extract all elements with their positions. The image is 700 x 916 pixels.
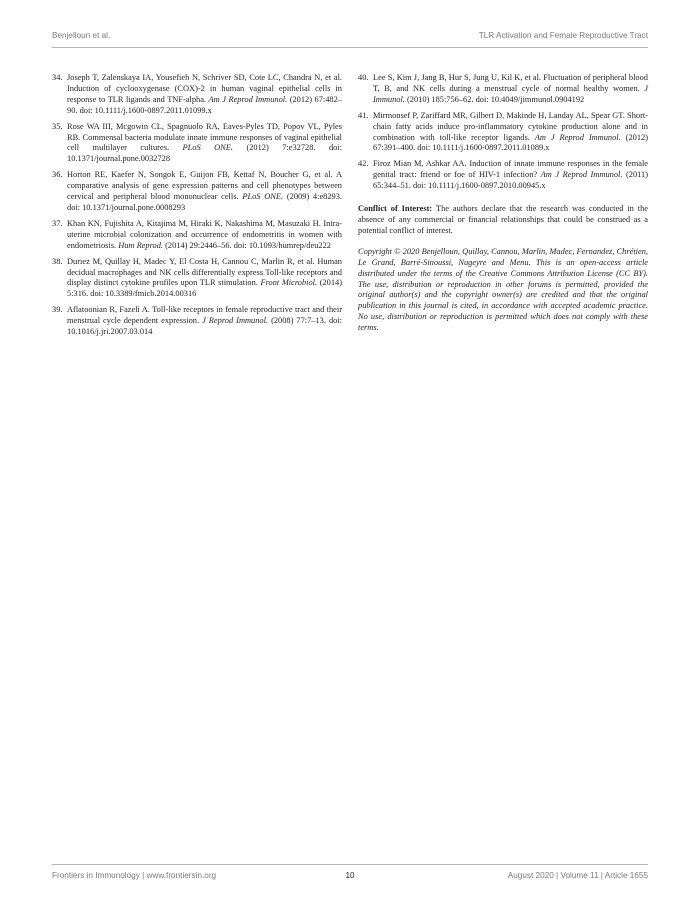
reference-number: 37. xyxy=(52,218,63,228)
reference-journal: J Reprod Immunol. xyxy=(202,316,269,326)
left-column xyxy=(52,73,342,343)
reference-text: Khan KN, Fujishita A, Kitajima M, Hiraki K, Nakashima M, Masuzaki H. Intra-uterine microbial colonization and occurrence of endometritis in women with endometriosis. xyxy=(67,218,342,250)
reference-number: 35. xyxy=(52,121,63,131)
header-authors: Benjelloun et al. xyxy=(52,31,111,40)
reference-citation: (2012) 7:e32728. doi: 10.1371/journal.pone.0032728 xyxy=(67,143,343,164)
reference-text: Lee S, Kim J, Jang B, Hur S, Jung U, Kil K, et al. Fluctuation of peripheral blood T, B, and NK cells during a menstrual cycle of normal healthy women. xyxy=(373,73,648,93)
reference-citation: (2008) 77:7–13. doi: 10.1016/j.jri.2007.03.014 xyxy=(67,316,342,337)
header-divider xyxy=(52,47,648,48)
reference-text: Rose WA III, Mcgowin CL, Spagnuolo RA, Eaves-Pyles TD, Popov VL, Pyles RB. Commensal bacteria modulate innate immune responses of vaginal epithelial cell multilayer cultures. xyxy=(67,121,342,153)
reference-number: 39. xyxy=(52,305,63,315)
reference-citation: (2009) 4:e8293. doi: 10.1371/journal.pone.0008293 xyxy=(67,192,343,212)
header-title: TLR Activation and Female Reproductive Tract xyxy=(478,31,648,40)
right-column xyxy=(358,73,648,342)
reference-citation: (2010) 185:756–62. doi: 10.4049/jimmunol.0904192 xyxy=(406,94,585,104)
reference-journal: Am J Reprod Immunol. xyxy=(540,170,623,180)
reference-text: Joseph T, Zalenskaya IA, Yousefieh N, Schriver SD, Cote LC, Chandra N, et al. Induction of cyclooxygenase (COX)-2 in human vaginal epithelial cells in response to TLR ligands and TNF-alpha. xyxy=(67,73,342,104)
reference-number: 34. xyxy=(52,73,63,82)
conflict-of-interest xyxy=(358,204,648,237)
reference-text: Horton RE, Kaefer N, Songok E, Guijon FB, Kettaf N, Boucher G, et al. A comparative analysis of gene expression patterns and cell phenotypes between cervical and peripheral blood mononuclear cells. xyxy=(67,170,342,202)
reference-item xyxy=(52,73,342,117)
footer-journal: Frontiers in Immunology | www.frontiersin.org xyxy=(52,871,217,880)
page-footer xyxy=(52,871,648,880)
reference-journal: J Immunol. xyxy=(373,83,648,104)
footer-issue: August 2020 | Volume 11 | Article 1655 xyxy=(507,871,648,880)
reference-item xyxy=(358,73,648,106)
reference-item xyxy=(52,170,342,214)
copyright-statement: Copyright © 2020 Benjelloun, Quillay, Cannou, Marlin, Madec, Fernandez, Chrétien, Le Grand, Barré-Sinoussi, Nugeyre and Menu. This is an open-access article distributed under the terms of the Creative Commons Attribution License (CC BY). The use, distribution or reproduction in other forums is permitted, provided the original author(s) and the copyright owner(s) are credited and that the original publication in this journal is cited, in accordance with accepted academic practice. No use, distribution or reproduction is permitted which does not comply with these terms. xyxy=(358,246,648,333)
reference-text: Aflatoonian R, Fazeli A. Toll-like receptors in female reproductive tract and their menstrual cycle dependent expression. xyxy=(67,305,342,326)
reference-item xyxy=(52,305,342,338)
reference-journal: Front Microbiol. xyxy=(260,278,318,288)
reference-journal: Am J Reprod Immunol. xyxy=(534,132,621,142)
reference-journal: Hum Reprod. xyxy=(118,240,164,250)
reference-citation: (2014) 5:316. doi: 10.3389/fmicb.2014.00316 xyxy=(67,278,343,299)
reference-number: 41. xyxy=(358,110,369,120)
reference-item xyxy=(52,257,342,301)
reference-item xyxy=(358,111,648,155)
reference-citation: (2011) 65:344–51. doi: 10.1111/j.1600-0897.2010.00945.x xyxy=(373,170,649,191)
page-number: 10 xyxy=(345,871,355,880)
reference-number: 36. xyxy=(52,170,63,180)
reference-citation: (2012) 67:482–90. doi: 10.1111/j.1600-0897.2011.01099.x xyxy=(67,94,342,115)
reference-item xyxy=(52,219,342,252)
reference-number: 38. xyxy=(52,256,63,266)
reference-text: Mirmonsef P, Zariffard MR, Gilbert D, Makinde H, Landay AL, Spear GT. Short-chain fatty acids induce pro-inflammatory cytokine production alone and in combination with toll-like receptor ligands. xyxy=(373,110,648,142)
reference-journal: Am J Reprod Immunol. xyxy=(208,94,288,104)
reference-journal: PLoS ONE. xyxy=(182,143,233,153)
reference-journal: PLoS ONE. xyxy=(242,192,284,202)
reference-number: 40. xyxy=(358,73,369,82)
footer-divider xyxy=(52,864,648,865)
reference-text: Firoz Mian M, Ashkar AA. Induction of innate immune responses in the female genital tract: friend or foe of HIV-1 infection? xyxy=(373,159,648,180)
reference-text: Duriez M, Quillay H, Madec Y, El Costa H, Cannou C, Marlin R, et al. Human decidual macrophages and NK cells differentially express Toll-like receptors and display distinct cytokine profiles upon TLR stimulation. xyxy=(67,256,342,288)
reference-item xyxy=(52,122,342,166)
reference-item xyxy=(358,159,648,192)
reference-citation: (2012) 67:391–400. doi: 10.1111/j.1600-0897.2011.01089.x xyxy=(373,132,648,153)
reference-number: 42. xyxy=(358,159,369,169)
reference-citation: (2014) 29:2446–56. doi: 10.1093/humrep/deu222 xyxy=(165,240,331,250)
conflict-text: The authors declare that the research was conducted in the absence of any commercial or financial relationships that could be construed as a potential conflict of interest. xyxy=(358,204,648,235)
conflict-label: Conflict of Interest: xyxy=(358,204,433,214)
running-header xyxy=(52,31,648,40)
